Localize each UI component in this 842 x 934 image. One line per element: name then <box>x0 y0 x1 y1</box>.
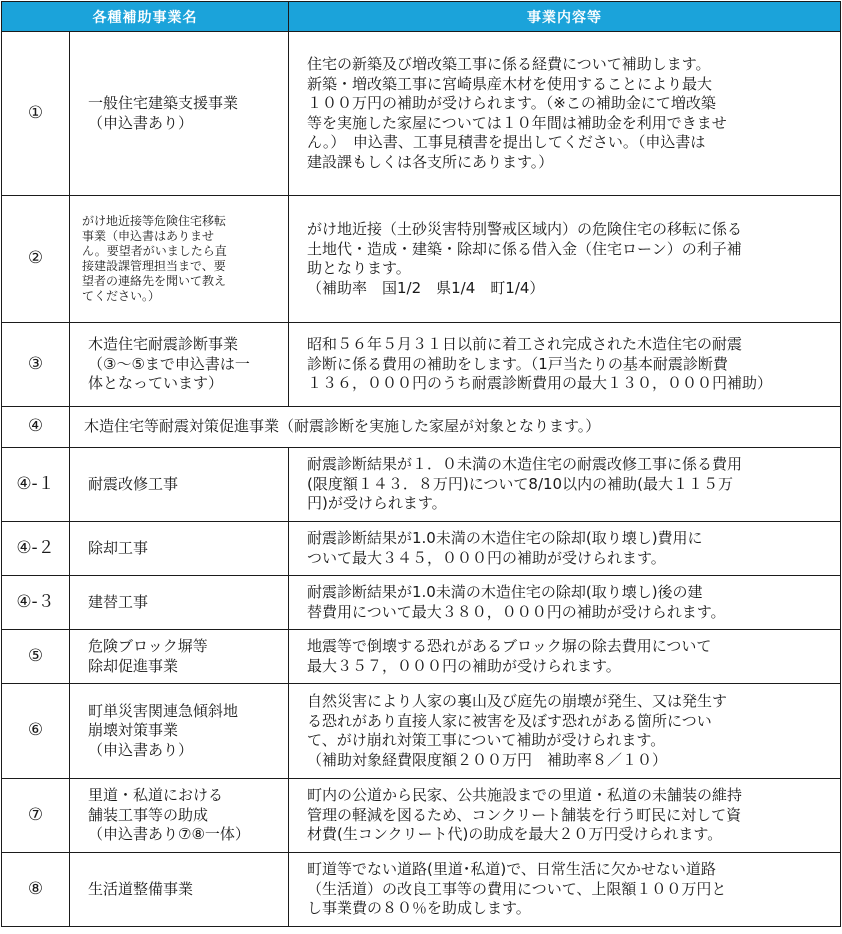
program-name: 危険ブロック塀等 除却促進事業 <box>70 630 289 684</box>
table-row <box>2 630 841 684</box>
table-header-row <box>2 2 841 32</box>
row-number: ⑧ <box>2 853 70 927</box>
program-name: がけ地近接等危険住宅移転 事業（申込書はありませ ん。要望者がいましたら直 接建設課管理担当まで、要 望者の連絡先を聞いて教え てください。） <box>70 196 289 323</box>
row-number: ⑥ <box>2 684 70 779</box>
subsidy-table <box>1 1 841 927</box>
program-description: 耐震診断結果が1.0未満の木造住宅の除却(取り壊し)費用に ついて最大３４５，０００円の補助が受けられます。 <box>289 522 841 576</box>
table-row <box>2 684 841 779</box>
program-description: 地震等で倒壊する恐れがあるブロック塀の除去費用について 最大３５７，０００円の補助が受けられます。 <box>289 630 841 684</box>
row-number: ④-１ <box>2 448 70 522</box>
program-name: 除却工事 <box>70 522 289 576</box>
program-description: 耐震診断結果が１．０未満の木造住宅の耐震改修工事に係る費用 (限度額１４３．８万円)について8/10以内の補助(最大１１５万 円)が受けられます。 <box>289 448 841 522</box>
row-number: ⑦ <box>2 779 70 853</box>
program-name: 一般住宅建築支援事業 （申込書あり） <box>70 32 289 196</box>
table-row <box>2 323 841 407</box>
program-description: 町道等でない道路(里道･私道)で、日常生活に欠かせない道路 （生活道）の改良工事等の費用について、上限額１００万円と し事業費の８０％を助成します。 <box>289 853 841 927</box>
program-description: 耐震診断結果が1.0未満の木造住宅の除却(取り壊し)後の建 替費用について最大３８０，０００円の補助が受けられます。 <box>289 576 841 630</box>
header-content-column: 事業内容等 <box>289 2 841 32</box>
table-row <box>2 522 841 576</box>
program-description: 町内の公道から民家、公共施設までの里道・私道の未舗装の維持 管理の軽減を図るため、コンクリート舗装を行う町民に対して資 材費(生コンクリート代)の助成を最大２０万円受けられます。 <box>289 779 841 853</box>
program-name: 里道・私道における 舗装工事等の助成 （申込書あり⑦⑧一体） <box>70 779 289 853</box>
table-row <box>2 576 841 630</box>
row-number: ③ <box>2 323 70 407</box>
table-row <box>2 196 841 323</box>
table-row <box>2 853 841 927</box>
program-name: 建替工事 <box>70 576 289 630</box>
table-row <box>2 779 841 853</box>
row-number: ② <box>2 196 70 323</box>
program-name: 木造住宅耐震診断事業 （③～⑤まで申込書は一 体となっています） <box>70 323 289 407</box>
program-description: 住宅の新築及び増改築工事に係る経費について補助します。 新築・増改築工事に宮崎県産木材を使用することにより最大 １００万円の補助が受けられます。（※この補助金にて増改築 等を実施した家屋については１０年間は補助金を利用できませ ん。） 申込書、工事見積書を提出してください。（申込書は 建設課もしくは各支所にあります。） <box>289 32 841 196</box>
row-number: ④-２ <box>2 522 70 576</box>
table-row <box>2 32 841 196</box>
row-number: ④-３ <box>2 576 70 630</box>
program-name: 耐震改修工事 <box>70 448 289 522</box>
row-number: ⑤ <box>2 630 70 684</box>
program-description: 昭和５６年５月３１日以前に着工され完成された木造住宅の耐震 診断に係る費用の補助をします。（1戸当たりの基本耐震診断費 １３６，０００円のうち耐震診断費用の最大１３０，０００円補助） <box>289 323 841 407</box>
header-name-column: 各種補助事業名 <box>2 2 289 32</box>
program-name: 生活道整備事業 <box>70 853 289 927</box>
program-group-title: 木造住宅等耐震対策促進事業（耐震診断を実施した家屋が対象となります。） <box>70 407 841 448</box>
program-description: がけ地近接（土砂災害特別警戒区域内）の危険住宅の移転に係る 土地代・造成・建築・除却に係る借入金（住宅ローン）の利子補 助となります。 （補助率 国1/2 県1/4 町1/4） <box>289 196 841 323</box>
table-row <box>2 448 841 522</box>
table-row <box>2 407 841 448</box>
row-number: ① <box>2 32 70 196</box>
row-number: ④ <box>2 407 70 448</box>
program-description: 自然災害により人家の裏山及び庭先の崩壊が発生、又は発生す る恐れがあり直接人家に被害を及ぼす恐れがある箇所につい て、がけ崩れ対策工事について補助が受けられます。 （補助対象経費限度額２００万円 補助率８／１０） <box>289 684 841 779</box>
program-name: 町単災害関連急傾斜地 崩壊対策事業 （申込書あり） <box>70 684 289 779</box>
